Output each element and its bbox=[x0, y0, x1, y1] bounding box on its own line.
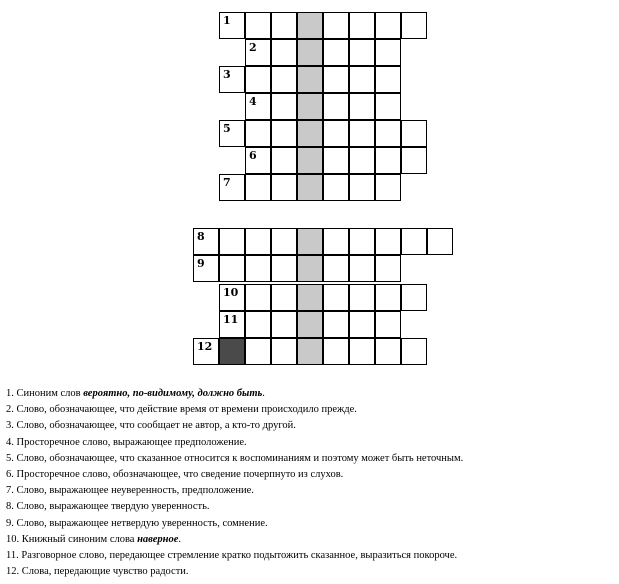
crossword-cell[interactable] bbox=[349, 120, 375, 147]
clue-item bbox=[6, 499, 614, 515]
clue-text: Просторечное слово, обозначающее, что сведение почерпнуто из слухов. bbox=[16, 469, 344, 481]
crossword-cell[interactable] bbox=[219, 311, 245, 338]
row-number: 9 bbox=[197, 257, 205, 270]
clue-text: Слово, выражающее твердую уверенность. bbox=[16, 501, 210, 513]
crossword-cell[interactable] bbox=[375, 12, 401, 39]
crossword-cell[interactable] bbox=[375, 93, 401, 120]
crossword-cell[interactable] bbox=[271, 12, 297, 39]
crossword-cell[interactable] bbox=[375, 174, 401, 201]
clue-item bbox=[6, 402, 614, 418]
clue-number: 5. bbox=[6, 452, 17, 464]
crossword-cell[interactable] bbox=[401, 12, 427, 39]
clue-text: Слово, обозначающее, что действие время от времени происходило прежде. bbox=[16, 404, 357, 416]
clue-item bbox=[6, 435, 614, 451]
clue-item bbox=[6, 532, 614, 548]
crossword-cell[interactable] bbox=[271, 93, 297, 120]
shaded-keyword-cell[interactable] bbox=[297, 66, 323, 93]
crossword-cell[interactable] bbox=[349, 93, 375, 120]
crossword-cell[interactable] bbox=[193, 228, 219, 255]
clue-item bbox=[6, 548, 614, 564]
clue-number: 12. bbox=[6, 566, 22, 578]
crossword-cell[interactable] bbox=[245, 311, 271, 338]
crossword-cell[interactable] bbox=[245, 338, 271, 365]
clue-item bbox=[6, 467, 614, 483]
crossword-cell[interactable] bbox=[245, 228, 271, 255]
crossword-cell[interactable] bbox=[401, 147, 427, 174]
shaded-keyword-cell[interactable] bbox=[297, 39, 323, 66]
crossword-cell[interactable] bbox=[323, 66, 349, 93]
row-number: 5 bbox=[223, 122, 231, 135]
clue-text: Синоним слов bbox=[16, 388, 84, 399]
crossword-cell[interactable] bbox=[323, 12, 349, 39]
crossword-cell[interactable] bbox=[271, 338, 297, 365]
crossword-cell[interactable] bbox=[219, 66, 245, 93]
crossword-cell[interactable] bbox=[401, 284, 427, 311]
clue-text: Слово, выражающее нетвердую уверенность, сомнение. bbox=[16, 517, 268, 529]
crossword-cell[interactable] bbox=[375, 255, 401, 282]
clue-item bbox=[6, 386, 614, 402]
crossword-cell[interactable] bbox=[401, 120, 427, 147]
shaded-keyword-cell[interactable] bbox=[297, 255, 323, 282]
crossword-cell[interactable] bbox=[349, 39, 375, 66]
crossword-cell[interactable] bbox=[193, 338, 219, 365]
crossword-cell[interactable] bbox=[271, 255, 297, 282]
shaded-keyword-cell[interactable] bbox=[297, 284, 323, 311]
crossword-cell[interactable] bbox=[323, 147, 349, 174]
crossword-cell[interactable] bbox=[349, 147, 375, 174]
crossword-cell[interactable] bbox=[375, 120, 401, 147]
clue-text: Слово, обозначающее, что сообщает не автор, а кто-то другой. bbox=[16, 420, 296, 432]
clue-text: Просторечное слово, выражающее предположение. bbox=[16, 436, 247, 448]
shaded-keyword-cell[interactable] bbox=[297, 311, 323, 338]
clue-list bbox=[6, 386, 614, 580]
clue-suffix: . bbox=[178, 533, 181, 545]
row-number: 11 bbox=[223, 313, 239, 326]
clue-emphasis: вероятно, по-видимому, должно быть bbox=[83, 388, 263, 399]
crossword-cell[interactable] bbox=[271, 284, 297, 311]
shaded-keyword-cell[interactable] bbox=[297, 12, 323, 39]
clue-text: Слово, обозначающее, что сказанное относится к воспоминаниям и поэтому может быть неточным. bbox=[16, 452, 464, 464]
row-number: 3 bbox=[223, 68, 231, 81]
crossword-cell[interactable] bbox=[349, 12, 375, 39]
crossword-cell[interactable] bbox=[349, 284, 375, 311]
crossword-cell[interactable] bbox=[349, 338, 375, 365]
crossword-cell[interactable] bbox=[245, 284, 271, 311]
crossword-cell[interactable] bbox=[245, 174, 271, 201]
clue-text: Разговорное слово, передающее стремление кратко подытожить сказанное, выразиться покороче. bbox=[21, 550, 458, 562]
shaded-keyword-cell[interactable] bbox=[297, 120, 323, 147]
crossword-cell[interactable] bbox=[349, 66, 375, 93]
row-number: 1 bbox=[223, 14, 231, 27]
crossword-cell[interactable] bbox=[245, 39, 271, 66]
crossword-cell[interactable] bbox=[323, 93, 349, 120]
shaded-keyword-cell[interactable] bbox=[297, 174, 323, 201]
blocked-cell bbox=[219, 338, 245, 365]
clue-text: Слова, передающие чувство радости. bbox=[21, 566, 189, 578]
clue-number: 1. bbox=[6, 388, 17, 399]
crossword-cell[interactable] bbox=[349, 174, 375, 201]
crossword-cell[interactable] bbox=[219, 255, 245, 282]
clue-item bbox=[6, 451, 614, 467]
crossword-cell[interactable] bbox=[375, 311, 401, 338]
crossword-cell[interactable] bbox=[219, 12, 245, 39]
crossword-cell[interactable] bbox=[271, 120, 297, 147]
crossword-cell[interactable] bbox=[323, 120, 349, 147]
crossword-cell[interactable] bbox=[193, 255, 219, 282]
crossword-cell[interactable] bbox=[375, 284, 401, 311]
crossword-cell[interactable] bbox=[375, 66, 401, 93]
row-number: 4 bbox=[249, 95, 257, 108]
clue-number: 4. bbox=[6, 436, 17, 448]
crossword-cell[interactable] bbox=[375, 338, 401, 365]
clue-text: Книжный синоним слова bbox=[21, 533, 138, 545]
crossword-cell[interactable] bbox=[219, 174, 245, 201]
crossword-cell[interactable] bbox=[375, 39, 401, 66]
clue-emphasis: наверное bbox=[137, 533, 179, 545]
clue-suffix: . bbox=[262, 388, 265, 399]
clue-number: 3. bbox=[6, 420, 17, 432]
crossword-cell[interactable] bbox=[323, 284, 349, 311]
crossword-cell[interactable] bbox=[271, 39, 297, 66]
clue-text: Слово, выражающее неуверенность, предположение. bbox=[16, 485, 254, 497]
clue-number: 9. bbox=[6, 517, 17, 529]
crossword-cell[interactable] bbox=[349, 255, 375, 282]
row-number: 10 bbox=[223, 286, 239, 299]
crossword-cell[interactable] bbox=[271, 66, 297, 93]
crossword-cell[interactable] bbox=[219, 228, 245, 255]
row-number: 2 bbox=[249, 41, 257, 54]
clue-number: 7. bbox=[6, 485, 17, 497]
crossword-cell[interactable] bbox=[323, 228, 349, 255]
shaded-keyword-cell[interactable] bbox=[297, 338, 323, 365]
crossword-cell[interactable] bbox=[427, 228, 453, 255]
crossword-cell[interactable] bbox=[271, 174, 297, 201]
crossword-cell[interactable] bbox=[245, 66, 271, 93]
crossword-cell[interactable] bbox=[245, 255, 271, 282]
crossword-cell[interactable] bbox=[245, 120, 271, 147]
crossword-cell[interactable] bbox=[401, 338, 427, 365]
crossword-cell[interactable] bbox=[323, 311, 349, 338]
crossword-cell[interactable] bbox=[401, 228, 427, 255]
crossword-cell[interactable] bbox=[219, 120, 245, 147]
crossword-cell[interactable] bbox=[271, 311, 297, 338]
shaded-keyword-cell[interactable] bbox=[297, 147, 323, 174]
clue-number: 11. bbox=[6, 550, 22, 562]
row-number: 7 bbox=[223, 176, 231, 189]
clue-item bbox=[6, 564, 614, 580]
crossword-cell[interactable] bbox=[323, 255, 349, 282]
crossword-cell[interactable] bbox=[323, 39, 349, 66]
row-number: 6 bbox=[249, 149, 257, 162]
clue-number: 2. bbox=[6, 404, 17, 416]
crossword-cell[interactable] bbox=[375, 147, 401, 174]
crossword-cell[interactable] bbox=[245, 93, 271, 120]
clue-number: 10. bbox=[6, 533, 22, 545]
clue-number: 8. bbox=[6, 501, 17, 513]
clue-number: 6. bbox=[6, 469, 17, 481]
row-number: 12 bbox=[197, 340, 213, 353]
crossword-cell[interactable] bbox=[349, 228, 375, 255]
crossword-cell[interactable] bbox=[271, 147, 297, 174]
shaded-keyword-cell[interactable] bbox=[297, 93, 323, 120]
row-number: 8 bbox=[197, 230, 205, 243]
crossword-cell[interactable] bbox=[245, 12, 271, 39]
clue-item bbox=[6, 483, 614, 499]
shaded-keyword-cell[interactable] bbox=[297, 228, 323, 255]
crossword-cell[interactable] bbox=[245, 147, 271, 174]
crossword-cell[interactable] bbox=[271, 228, 297, 255]
crossword-cell[interactable] bbox=[323, 338, 349, 365]
clue-item bbox=[6, 418, 614, 434]
clue-item bbox=[6, 516, 614, 532]
crossword-cell[interactable] bbox=[219, 284, 245, 311]
crossword-cell[interactable] bbox=[375, 228, 401, 255]
crossword-cell[interactable] bbox=[349, 311, 375, 338]
crossword-cell[interactable] bbox=[323, 174, 349, 201]
